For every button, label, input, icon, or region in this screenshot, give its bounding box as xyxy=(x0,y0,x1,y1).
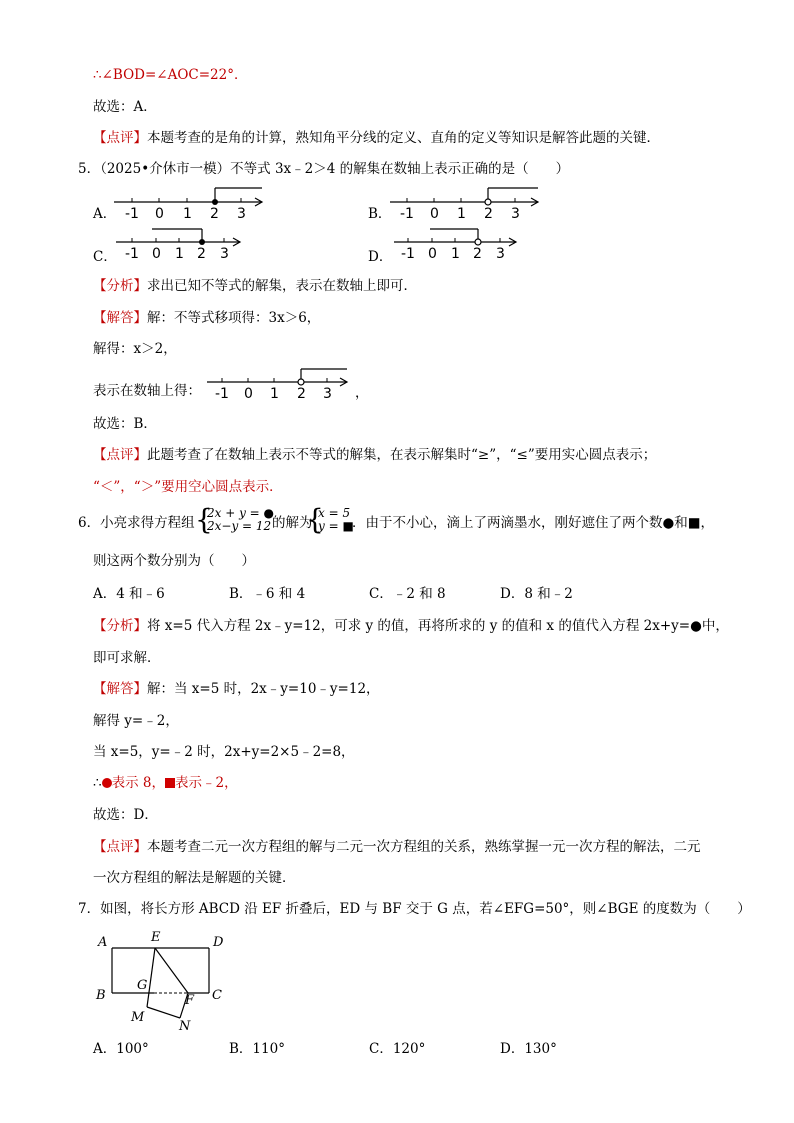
q6-choice: 故选：D． xyxy=(93,807,158,823)
tick-label: 1 xyxy=(270,386,279,402)
comment-tag: 【点评】 xyxy=(93,839,147,855)
tick-label: 1 xyxy=(451,246,460,262)
q6-analysis-2: 即可求解． xyxy=(93,650,161,666)
solution-x: x = 5 xyxy=(318,506,351,520)
tick-label: 0 xyxy=(428,246,437,262)
comment-line xyxy=(93,129,660,147)
tick-label: 1 xyxy=(183,206,192,222)
comment-text: 此题考查了在数轴上表示不等式的解集，在表示解集时“≥”，“≤”要用实心圆点表示； xyxy=(147,447,657,463)
q5-answer-3-end: ， xyxy=(355,385,369,401)
tick-label: 3 xyxy=(323,386,332,402)
q5-option-c-number-line xyxy=(114,225,254,265)
q5-option-a-number-line xyxy=(112,184,272,224)
q7-option-b: B．110° xyxy=(229,1041,285,1057)
conclusion-line: ∴∠BOD=∠AOC=22°． xyxy=(93,67,248,83)
answer-tag: 【解答】 xyxy=(93,681,147,697)
q6-option-c: C．﹣2 和 8 xyxy=(369,586,446,602)
tick-label: 1 xyxy=(457,206,466,222)
tick-label: -1 xyxy=(400,206,414,222)
q5-option-d-number-line xyxy=(392,225,532,265)
solution-y: y = ■ xyxy=(318,519,354,533)
q5-option-b-label: B． xyxy=(368,206,392,222)
point-label: C xyxy=(212,988,222,1003)
tick-label: 0 xyxy=(430,206,439,222)
comment-tag: 【点评】 xyxy=(93,130,147,146)
q5-comment-2: “＜”，“＞”要用空心圆点表示． xyxy=(93,479,283,495)
q5-answer-1 xyxy=(93,309,320,327)
comment-tag: 【点评】 xyxy=(93,447,147,463)
q6-comment-1 xyxy=(93,838,701,856)
analysis-tag: 【分析】 xyxy=(93,278,147,294)
analysis-text: 求出已知不等式的解集，表示在数轴上即可． xyxy=(147,278,417,294)
q6-option-b: B．﹣6 和 4 xyxy=(229,586,306,602)
comment-text: 本题考查的是角的计算，熟知角平分线的定义、直角的定义等知识是解答此题的关键． xyxy=(147,130,660,146)
equation-1: 2x + y = ● xyxy=(207,506,275,520)
q7-option-c: C．120° xyxy=(369,1041,426,1057)
choice-line: 故选：A． xyxy=(93,99,157,115)
tick-label: 1 xyxy=(175,246,184,262)
q7-option-d: D．130° xyxy=(500,1041,557,1057)
tick-label: 2 xyxy=(484,206,493,222)
q6-answer-1 xyxy=(93,680,380,698)
red-square-icon xyxy=(165,778,175,788)
answer-text: 解：当 x=5 时，2x﹣y=10﹣y=12， xyxy=(147,681,380,697)
q5-answer-2: 解得：x＞2， xyxy=(93,341,177,357)
point-label: M xyxy=(131,1010,145,1025)
analysis-text: 将 x=5 代入方程 2x﹣y=12，可求 y 的值，再将所求的 y 的值和 x 的值代入方程 2x+y=●中， xyxy=(147,618,729,634)
q6-option-a: A．4 和﹣6 xyxy=(93,586,165,602)
answer-text: 解：不等式移项得：3x＞6， xyxy=(147,310,321,326)
tick-label: -1 xyxy=(125,246,139,262)
tick-label: 2 xyxy=(210,206,219,222)
tick-label: 0 xyxy=(152,246,161,262)
tick-label: 0 xyxy=(244,386,253,402)
point-label: N xyxy=(179,1019,191,1034)
equation-2: 2x−y = 12 xyxy=(207,519,272,533)
answer-tag: 【解答】 xyxy=(93,310,147,326)
therefore-symbol: ∴ xyxy=(93,775,102,791)
point-label: E xyxy=(151,930,161,945)
q6-comment-2: 一次方程组的解法是解题的关键． xyxy=(93,870,296,886)
point-label: A xyxy=(98,935,108,950)
q5-answer-number-line xyxy=(205,364,355,404)
q6-equation-system xyxy=(207,507,274,533)
tick-label: 3 xyxy=(220,246,229,262)
tick-label: 3 xyxy=(511,206,520,222)
q6-stem-b: 的解为 xyxy=(272,515,313,531)
q6-answer-3: 当 x=5，y=﹣2 时，2x+y=2×5﹣2=8， xyxy=(93,744,355,760)
q5-stem: 5．（2025•介休市一模）不等式 3x﹣2＞4 的解集在数轴上表示正确的是（ ） xyxy=(78,161,570,177)
tick-label: 2 xyxy=(197,246,206,262)
q5-analysis xyxy=(93,277,417,295)
q6-answer-2: 解得 y=﹣2， xyxy=(93,713,179,729)
q7-option-a: A．100° xyxy=(93,1041,149,1057)
q5-option-d-label: D． xyxy=(368,249,393,265)
left-brace-icon: { xyxy=(195,503,213,536)
left-brace-icon: { xyxy=(306,503,324,536)
q5-comment-1 xyxy=(93,446,656,464)
q5-option-b-number-line xyxy=(388,184,548,224)
answer-text: 表示 8， xyxy=(111,775,165,791)
point-label: G xyxy=(137,978,148,993)
q6-solution xyxy=(318,507,354,533)
tick-label: 2 xyxy=(297,386,306,402)
point-label: B xyxy=(96,988,106,1003)
q5-option-a-label: A． xyxy=(93,206,117,222)
tick-label: 0 xyxy=(155,206,164,222)
q6-answer-4 xyxy=(93,774,238,792)
q6-option-d: D．8 和﹣2 xyxy=(500,586,573,602)
q6-stem-d: 则这两个数分别为（ ） xyxy=(93,553,255,569)
q7-folding-figure xyxy=(92,930,232,1040)
tick-label: 3 xyxy=(237,206,246,222)
point-label: D xyxy=(213,935,224,950)
q5-answer-3: 表示在数轴上得： xyxy=(93,383,201,399)
q7-stem: 7．如图，将长方形 ABCD 沿 EF 折叠后，ED 与 BF 交于 G 点，若∠EFG=50°，则∠BGE 的度数为（ ） xyxy=(78,901,751,917)
q5-choice: 故选：B． xyxy=(93,416,157,432)
tick-label: 2 xyxy=(473,246,482,262)
q5-option-c-label: C． xyxy=(93,249,117,265)
tick-label: -1 xyxy=(215,386,229,402)
answer-text: 表示﹣2， xyxy=(174,775,238,791)
analysis-tag: 【分析】 xyxy=(93,618,147,634)
tick-label: 3 xyxy=(496,246,505,262)
q6-stem-a: 6．小亮求得方程组 xyxy=(78,515,195,531)
tick-label: -1 xyxy=(125,206,139,222)
point-label: F xyxy=(185,993,195,1008)
comment-text: 本题考查二元一次方程组的解与二元一次方程组的关系，熟练掌握一元一次方程的解法，二元 xyxy=(147,839,701,855)
q6-stem-c: ．由于不小心，滴上了两滴墨水，刚好遮住了两个数●和■， xyxy=(352,515,715,531)
tick-label: -1 xyxy=(401,246,415,262)
q6-analysis-1 xyxy=(93,617,729,635)
red-dot-icon xyxy=(102,778,112,788)
